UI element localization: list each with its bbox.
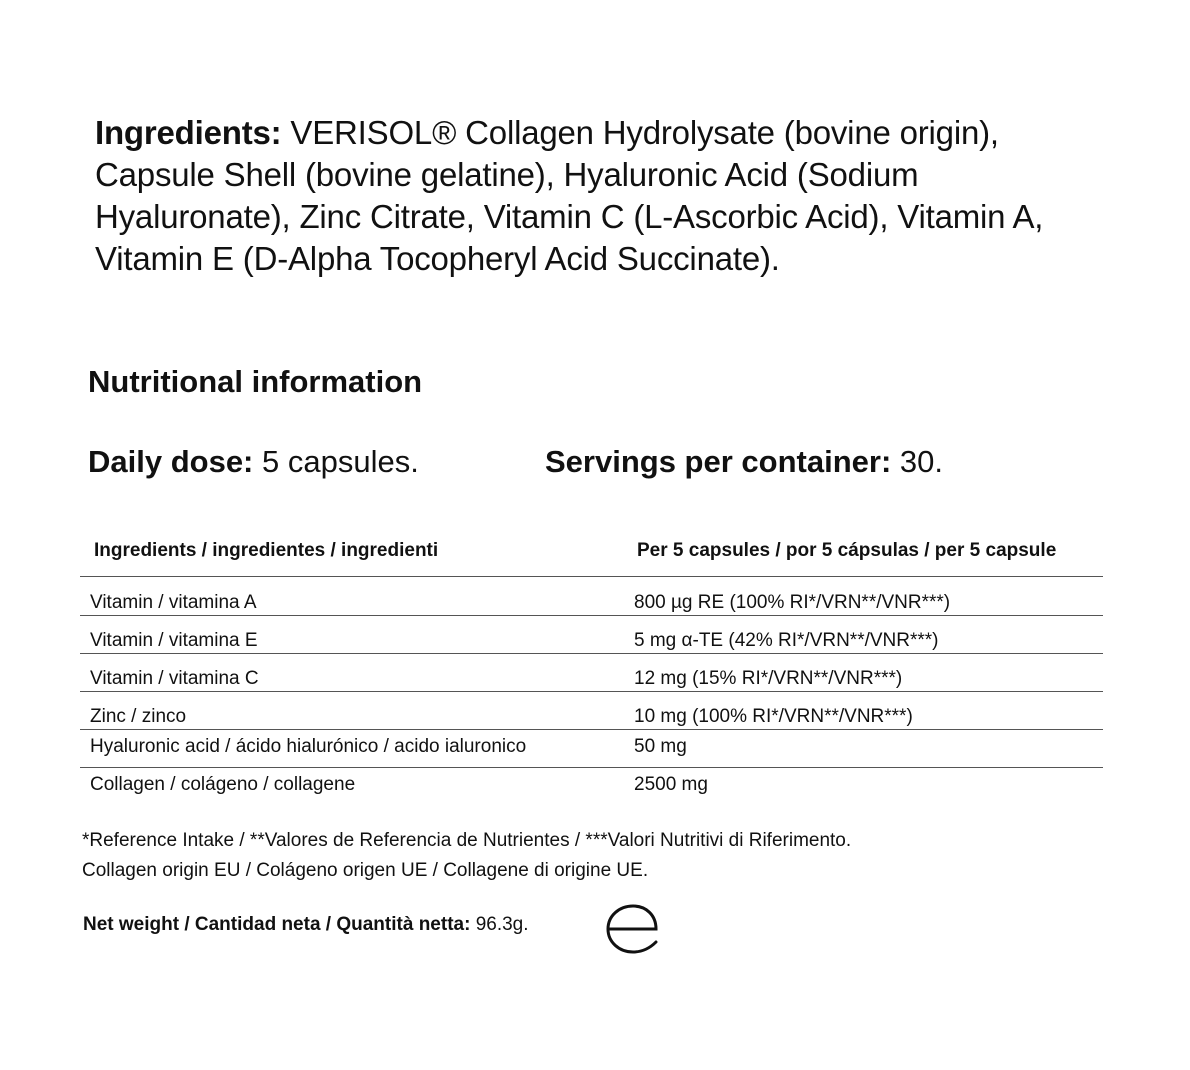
- daily-dose-label: Daily dose:: [88, 444, 254, 479]
- ingredients-label: Ingredients:: [95, 114, 282, 151]
- table-row: [80, 653, 1103, 691]
- row-amount: 12 mg (15% RI*/VRN**/VNR***): [634, 668, 903, 689]
- table-row: [80, 767, 1103, 805]
- net-weight-label: Net weight / Cantidad neta / Quantità netta:: [83, 914, 471, 935]
- column-header-amount: Per 5 capsules / por 5 cápsulas / per 5 capsule: [637, 540, 1057, 561]
- row-ingredient: Zinc / zinco: [90, 706, 187, 727]
- net-weight: [83, 914, 529, 936]
- collagen-origin-note: Collagen origin EU / Colágeno origen UE / Collagene di origine UE.: [82, 860, 649, 881]
- nutrition-title: Nutritional information: [88, 364, 423, 399]
- reference-intake-footnote: *Reference Intake / **Valores de Referencia de Nutrientes / ***Valori Nutritivi di Riferimento.: [82, 830, 852, 851]
- ingredients-statement: [95, 112, 1095, 280]
- table-row: [80, 576, 1103, 615]
- servings-label: Servings per container:: [545, 444, 892, 479]
- nutrition-table-header: [80, 536, 1120, 574]
- net-weight-value: 96.3g.: [470, 914, 529, 935]
- row-amount: 10 mg (100% RI*/VRN**/VNR***): [634, 706, 913, 727]
- ingredients-list: VERISOL® Collagen Hydrolysate (bovine origin), Capsule Shell (bovine gelatine), Hyaluronic Acid (Sodium Hyaluronate), Zinc Citrate, Vitamin C (L-Ascorbic Acid), Vitamin A, Vitamin E (D-Alpha Tocopheryl Acid Succinate).: [95, 114, 1044, 277]
- row-ingredient: Collagen / colágeno / collagene: [90, 774, 356, 795]
- row-amount: 50 mg: [634, 736, 687, 757]
- row-amount: 5 mg α-TE (42% RI*/VRN**/VNR***): [634, 630, 939, 651]
- row-ingredient: Vitamin / vitamina C: [90, 668, 259, 689]
- row-ingredient: Vitamin / vitamina A: [90, 592, 257, 613]
- column-header-ingredients: Ingredients / ingredientes / ingredienti: [94, 540, 439, 561]
- daily-dose-value: 5 capsules.: [253, 444, 419, 479]
- row-ingredient: Hyaluronic acid / ácido hialurónico / acido ialuronico: [90, 736, 527, 757]
- servings-value: 30.: [891, 444, 943, 479]
- table-row: [80, 691, 1103, 729]
- daily-dose: [88, 444, 419, 480]
- nutrition-table: [80, 576, 1103, 805]
- servings-per-container: [545, 444, 943, 480]
- e-mark-icon: [604, 903, 662, 955]
- row-amount: 800 µg RE (100% RI*/VRN**/VNR***): [634, 592, 951, 613]
- row-ingredient: Vitamin / vitamina E: [90, 630, 258, 651]
- row-amount: 2500 mg: [634, 774, 708, 795]
- table-row: [80, 729, 1103, 767]
- table-row: [80, 615, 1103, 653]
